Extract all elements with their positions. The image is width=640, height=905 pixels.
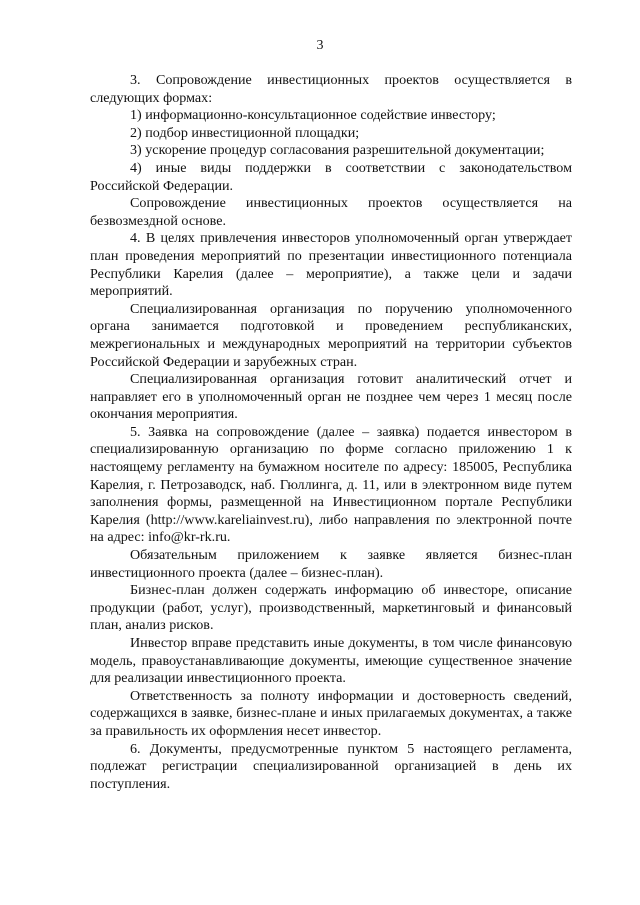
paragraph-business-plan-contents: Бизнес-план должен содержать информацию об инвесторе, описание продукции (работ, услуг), производственный, маркетинговый и финансовый план, анализ рисков.: [90, 582, 572, 634]
paragraph-section-5: 5. Заявка на сопровождение (далее – заявка) подается инвестором в специализированную организацию по форме согласно приложению 1 к настоящему регламенту на бумажном носителе по адресу: 185005, Республика Карелия, г. Петрозаводск, наб. Гюллинга, д. 11, или в электронном виде путем заполнения формы, размещенной на Инвестиционном портале Республики Карелия (http://www.kareliainvest.ru), либо направления по электронной почте на адрес: info@kr-rk.ru.: [90, 423, 572, 546]
paragraph-section-6: 6. Документы, предусмотренные пунктом 5 настоящего регламента, подлежат регистрации специализированной организацией в день их поступления.: [90, 740, 572, 792]
paragraph-specialized-org: Специализированная организация по поручению уполномоченного органа занимается подготовкой и проведением республиканских, межрегиональных и международных мероприятий на территории субъектов Российской Федерации и зарубежных стран.: [90, 300, 572, 370]
paragraph-section-3: 3. Сопровождение инвестиционных проектов осуществляется в следующих формах:: [90, 72, 572, 106]
list-item-1: 1) информационно-консультационное содействие инвестору;: [130, 107, 496, 124]
paragraph-free-of-charge: Сопровождение инвестиционных проектов осуществляется на безвозмездной основе.: [90, 195, 572, 229]
page-number: 3: [316, 38, 324, 53]
list-item-2: 2) подбор инвестиционной площадки;: [130, 124, 360, 141]
paragraph-business-plan-required: Обязательным приложением к заявке является бизнес-план инвестиционного проекта (далее – бизнес-план).: [90, 547, 572, 581]
paragraph-responsibility: Ответственность за полноту информации и достоверность сведений, содержащихся в заявке, бизнес-плане и иных прилагаемых документах, а также за правильность их оформления несет инвестор.: [90, 687, 572, 739]
list-item-4: 4) иные виды поддержки в соответствии с законодательством Российской Федерации.: [90, 159, 572, 194]
paragraph-analytic-report: Специализированная организация готовит аналитический отчет и направляет его в уполномоченный орган не позднее чем через 1 месяц после окончания мероприятия.: [90, 371, 572, 423]
paragraph-other-documents: Инвестор вправе представить иные документы, в том числе финансовую модель, правоустанавливающие документы, имеющие существенное значение для реализации инвестиционного проекта.: [90, 635, 572, 687]
paragraph-section-4: 4. В целях привлечения инвесторов уполномоченный орган утверждает план проведения мероприятий по презентации инвестиционного потенциала Республики Карелия (далее – мероприятие), а также цели и задачи мероприятий.: [90, 230, 572, 300]
list-item-3: 3) ускорение процедур согласования разрешительной документации;: [130, 142, 545, 159]
body-text: [90, 72, 572, 793]
